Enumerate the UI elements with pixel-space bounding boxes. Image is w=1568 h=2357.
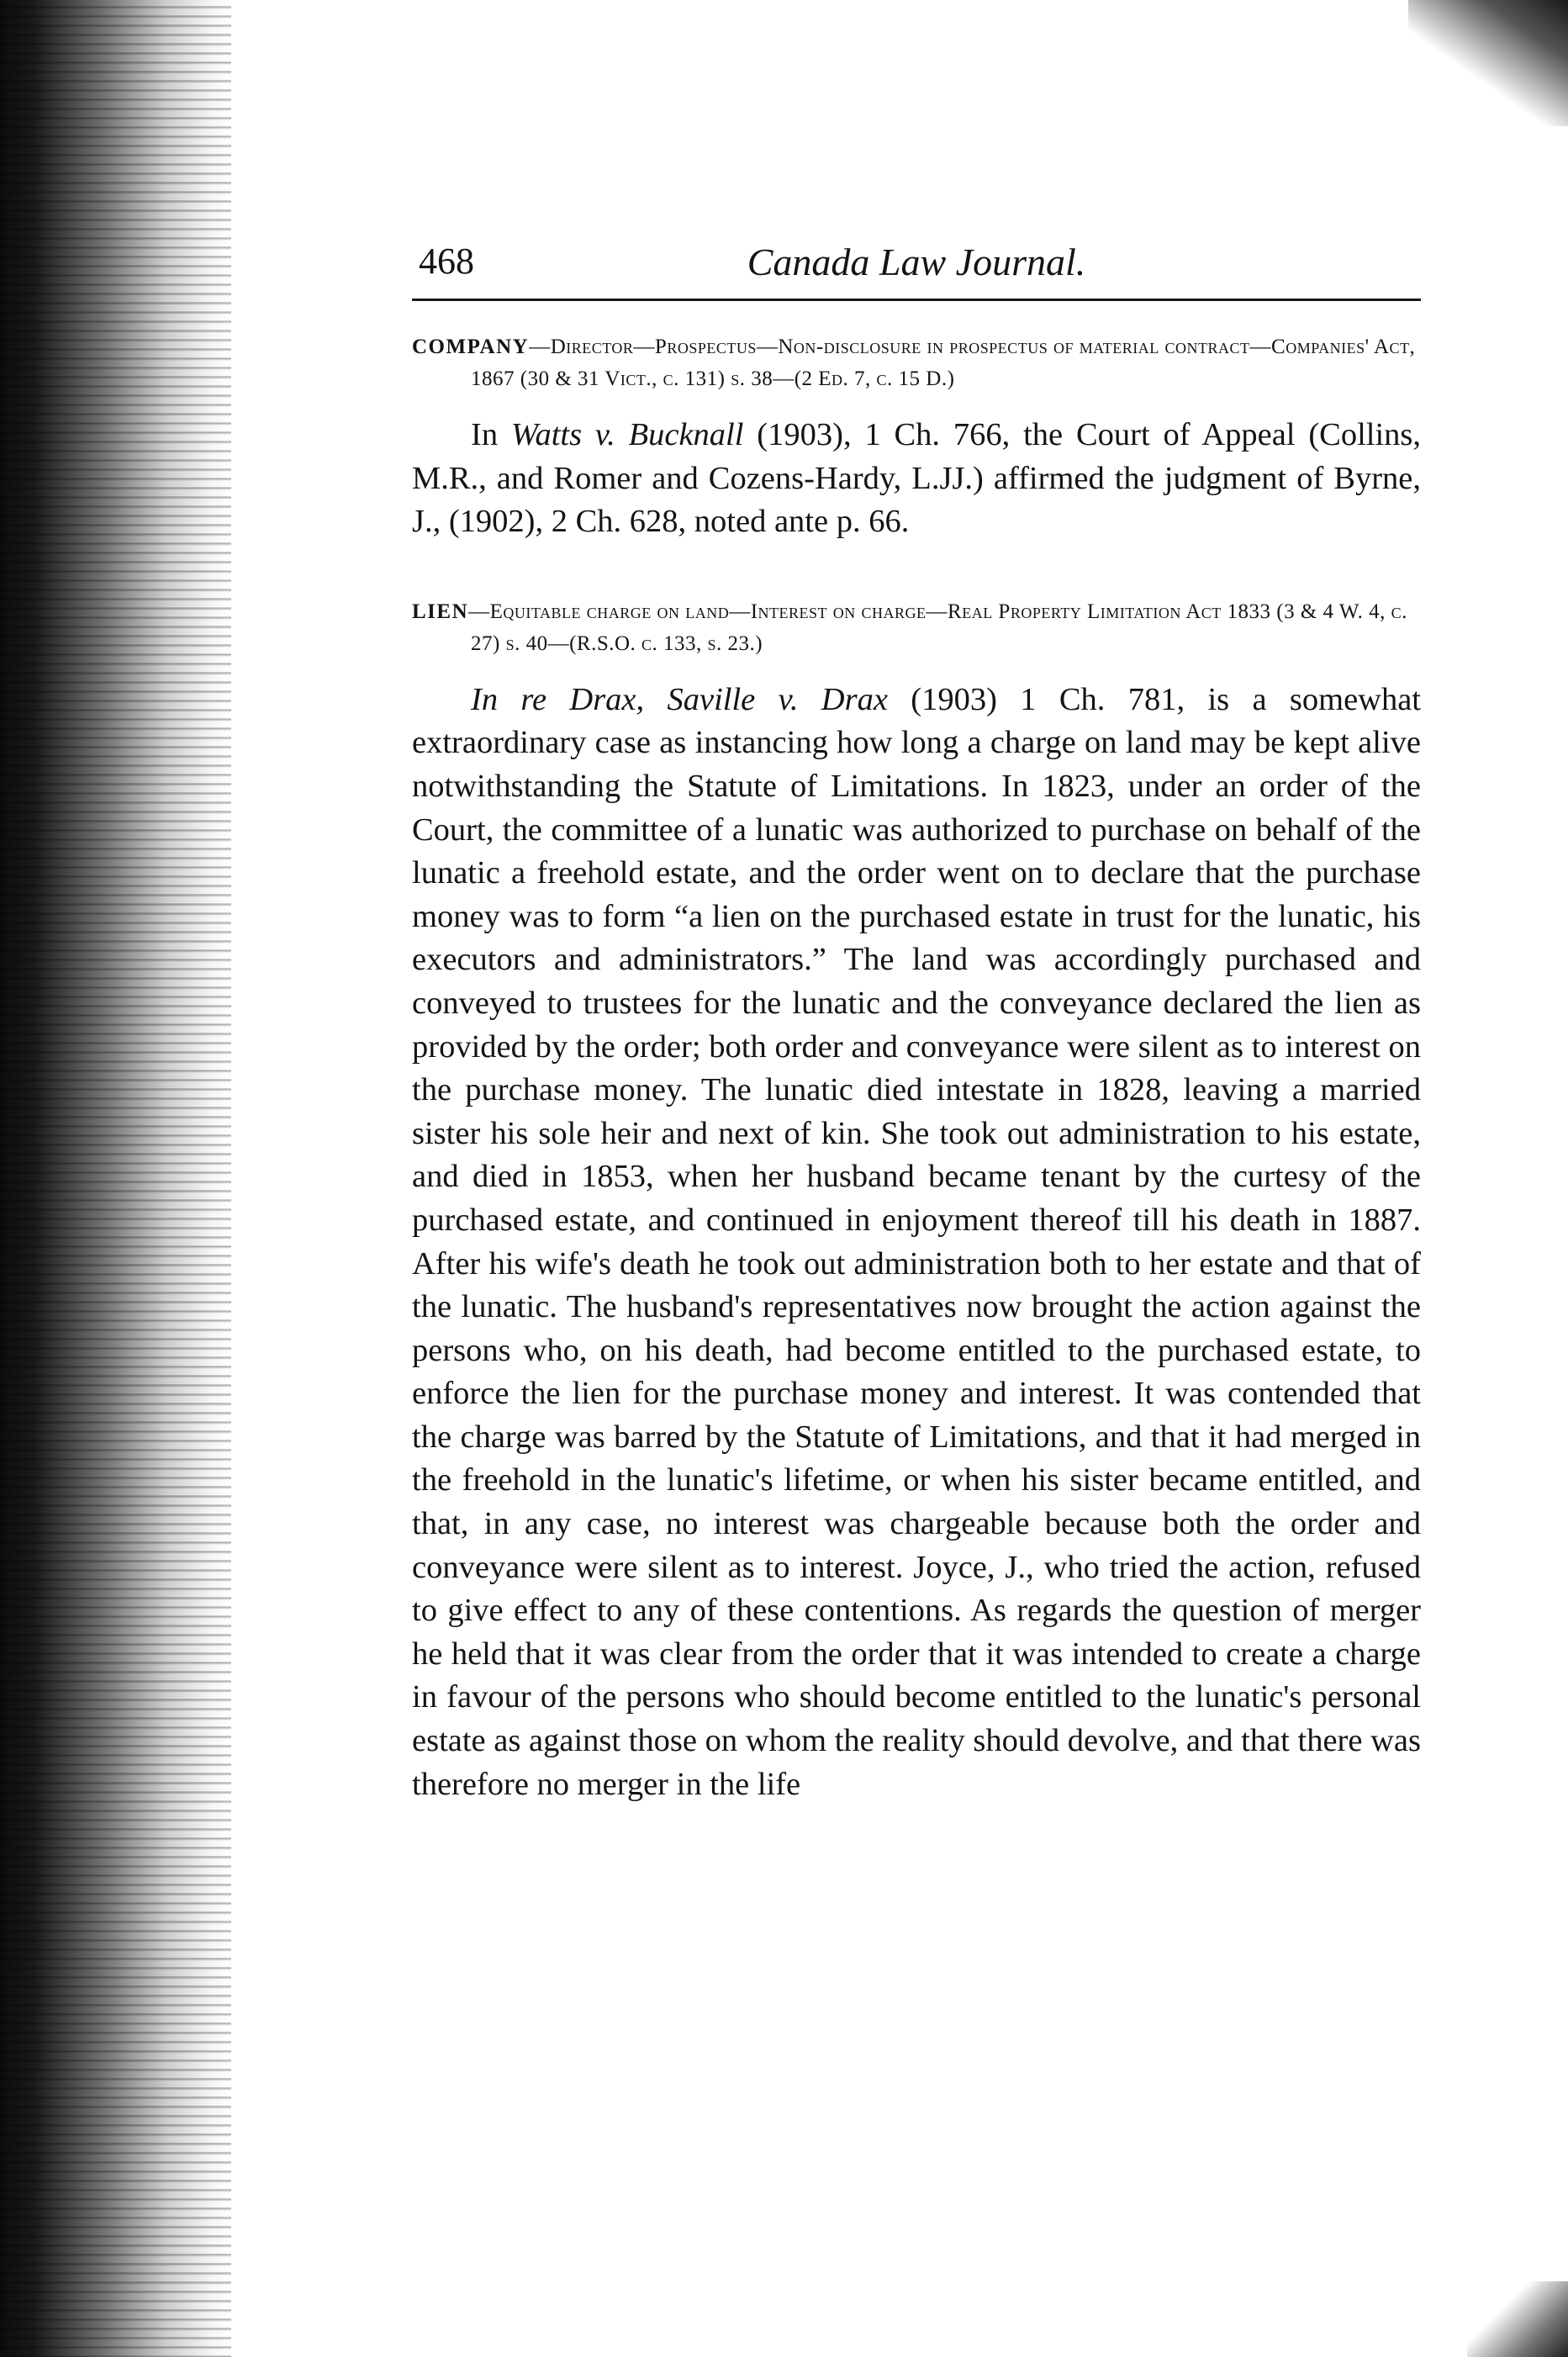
headnote-lead: LIEN (412, 600, 469, 623)
page-number: 468 (419, 240, 474, 282)
scan-shadow-corner (1408, 0, 1568, 126)
case-name: Watts v. Bucknall (510, 417, 744, 452)
journal-title: Canada Law Journal. (747, 240, 1086, 283)
para-text: (1903), 1 Ch. 766, the Court of Appeal (Collins, M.R., and Romer and Cozens-Hardy, L.JJ.) affirmed the judgment of Byrne, J., (1902), 2 Ch. 628, noted ante p. 66. (412, 417, 1422, 540)
scanned-binding-edge (0, 0, 231, 2357)
case-name: In re Drax, Saville v. Drax (471, 681, 888, 717)
para-text: (1903) 1 Ch. 781, is a somewhat extraordinary case as instancing how long a charge on land may be kept alive notwithstanding the Statute of Limitations. In 1823, under an order of the Court, the committee of a lunatic was authorized to purchase on behalf of the lunatic a freehold estate, and the order went on to declare that the purchase money was to form “a lien on the purchased estate in trust for the lunatic, his executors and administrators.” The land was accordingly purchased and conveyed to trustees for the lunatic and the conveyance declared the lien as provided by the order; both order and conveyance were silent as to interest on the purchase money. The lunatic died intestate in 1828, leaving a married sister his sole heir and next of kin. She took out administration to his estate, and died in 1853, when her husband became tenant by the curtesy of the purchased estate, and continued in enjoyment thereof till his death in 1887. After his wife's death he took out administration both to her estate and that of the lunatic. The husband's representatives now brought the action against the persons who, on his death, had become entitled to the purchased estate, to enforce the lien for the purchase money and interest. It was contended that the charge was barred by the Statute of Limitations, and that it had merged in the freehold in the lunatic's lifetime, or when his sister became entitled, and that, in any case, no interest was chargeable because both the order and conveyance were silent as to interest. Joyce, J., who tried the action, refused to give effect to any of these contentions. As regards the question of merger he held that it was clear from the order that it was intended to create a charge in favour of the persons who should become entitled to the lunatic's personal estate as against those on whom the reality should devolve, and that there was therefore no merger in the life (412, 681, 1421, 1802)
headnote-text: —Equitable charge on land—Interest on charge—Real Property Limitation Act 1833 (3 & 4 W. 4, c. 27) s. 40—(R.S.O. c. 133, s. 23.) (468, 600, 1407, 655)
paragraph-in-re-drax (412, 679, 1421, 1806)
headnote-lead: COMPANY (412, 336, 530, 358)
paragraph-watts-v-bucknall (412, 414, 1421, 544)
headnote-lien (412, 596, 1421, 660)
scan-shadow-corner-bottom (1467, 2281, 1568, 2357)
headnote-text: —Director—Prospectus—Non-disclosure in prospectus of material contract—Companies' Act, 1867 (30 & 31 Vict., c. 131) s. 38—(2 Ed. 7, c. 15 D.) (471, 336, 1416, 390)
book-page (412, 240, 1421, 1806)
headnote-company (412, 331, 1421, 395)
running-head (412, 240, 1421, 301)
para-prefix: In (471, 417, 511, 452)
